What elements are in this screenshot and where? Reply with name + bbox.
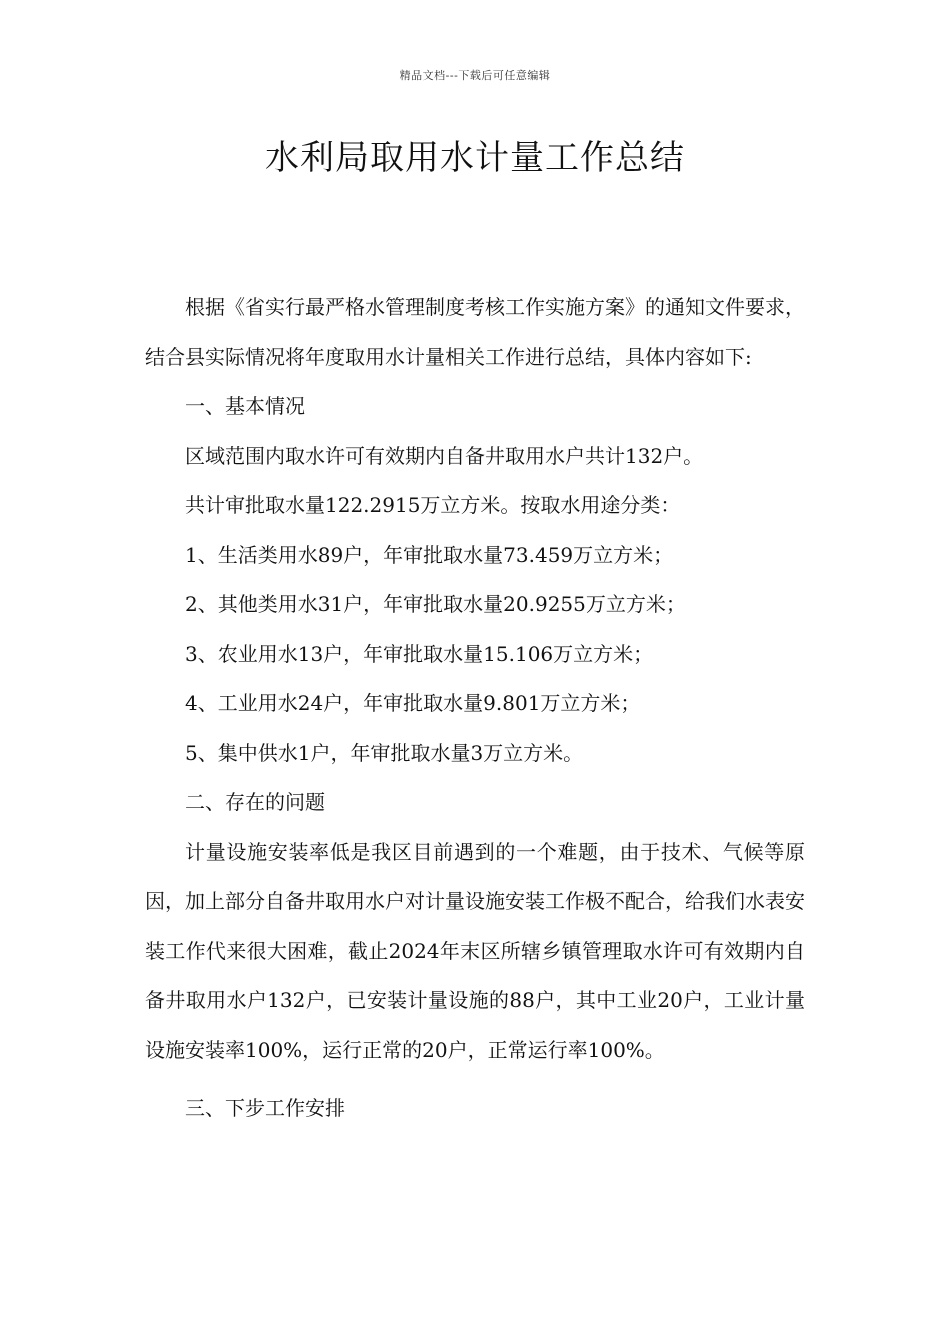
list-item: 1、生活类用水89户，年审批取水量73.459万立方米； [185,542,674,567]
list-item: 3、农业用水13户，年审批取水量15.106万立方米； [185,641,654,666]
problems-paragraph: 计量设施安装率低是我区目前遇到的一个难题，由于技术、气候等原因，加上部分自备井取用水户对计量设施安装工作极不配合，给我们水表安装工作代来很大困难，截止2024年末区所辖乡镇管理取水许可有效期内自备井取用水户132户，已安装计量设施的88户，其中工业20户，工业计量设施安装率100%，运行正常的20户，正常运行率100%。 [145,839,805,1062]
basic-info-paragraph-2: 共计审批取水量122.2915万立方米。按取水用途分类： [185,493,681,517]
list-item: 4、工业用水24户，年审批取水量9.801万立方米； [185,691,641,715]
basic-info-paragraph-1: 区域范围内取水许可有效期内自备井取用水户共计132户。 [185,443,704,468]
list-item: 5、集中供水1户，年审批取水量3万立方米。 [185,740,584,765]
list-item: 2、其他类用水31户，年审批取水量20.9255万立方米； [185,592,686,616]
intro-paragraph: 根据《省实行最严格水管理制度考核工作实施方案》的通知文件要求，结合县实际情况将年度取用水计量相关工作进行总结，具体内容如下: [145,295,805,369]
section-heading-problems: 二、存在的问题 [185,790,325,814]
document-body [145,283,805,1134]
header-note: 精品文档---下载后可任意编辑 [399,69,551,82]
document-title: 水利局取用水计量工作总结 [265,138,685,178]
section-heading-basic-info: 一、基本情况 [185,394,305,418]
section-heading-next-steps: 三、下步工作安排 [185,1096,345,1120]
